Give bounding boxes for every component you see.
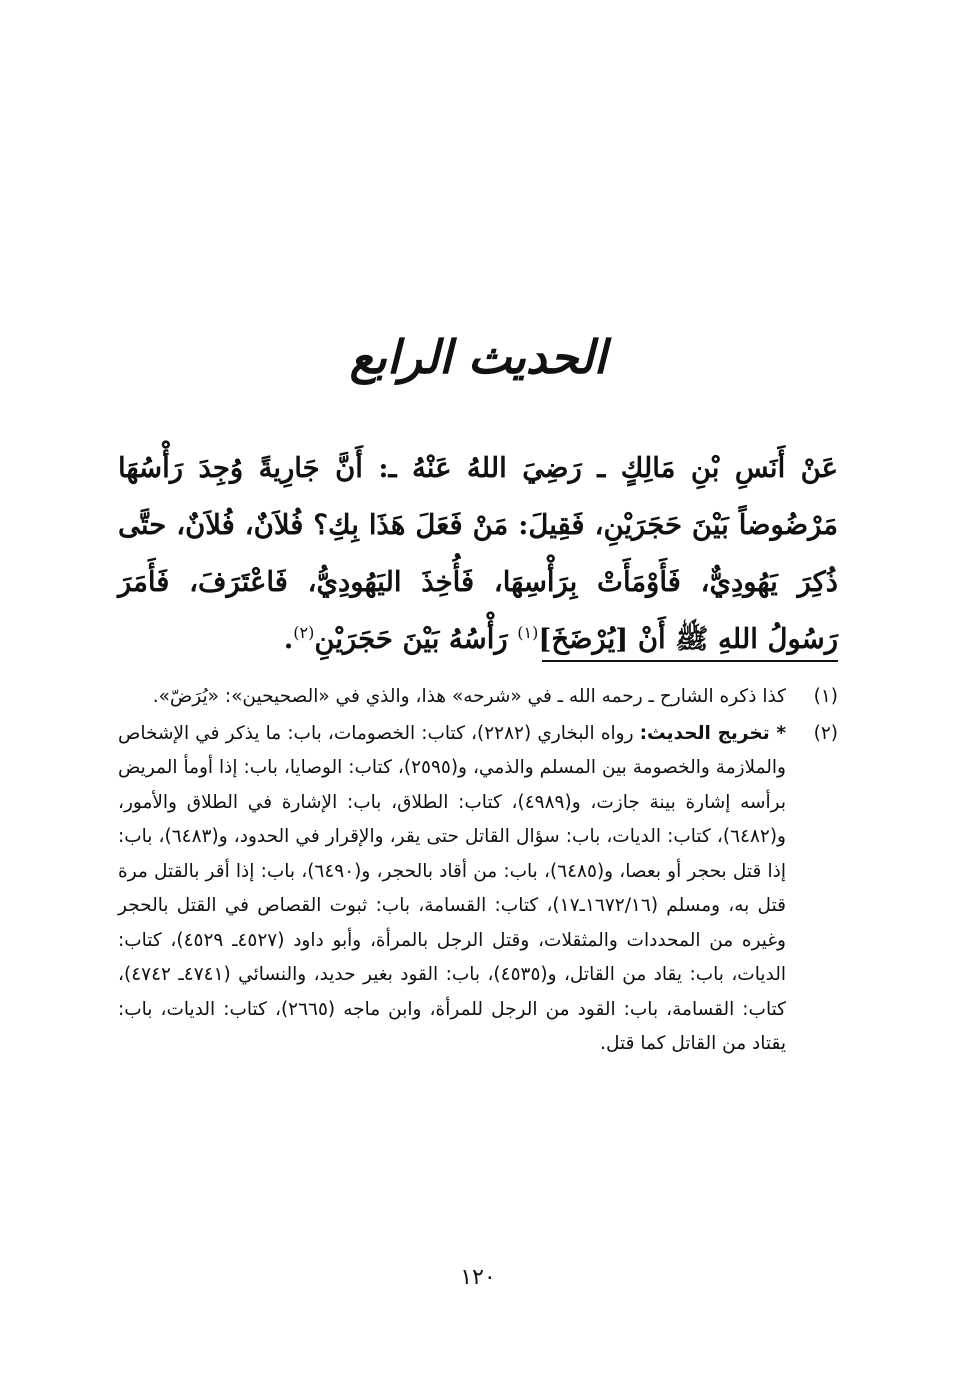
page-title: الحديث الرابع bbox=[349, 330, 607, 384]
footnote-2 bbox=[118, 717, 838, 1062]
hadith-text bbox=[118, 440, 838, 668]
page-number: ١٢٠ bbox=[460, 1265, 496, 1290]
footnote-number-1: (١) bbox=[813, 686, 838, 707]
footnote-text-1: كذا ذكره الشارح ـ رحمه الله ـ في «شرحه» هذا، والذي في «الصحيحين»: «يُرَضّ». bbox=[152, 686, 786, 707]
footnote-label-2: * تخريج الحديث: bbox=[639, 722, 787, 744]
footnote-number-2: (٢) bbox=[813, 722, 838, 744]
footnote-1 bbox=[118, 680, 838, 715]
footnote-separator bbox=[542, 660, 838, 662]
footnotes bbox=[118, 680, 838, 1064]
hadith-text-part-1: عَنْ أَنَسِ بْنِ مَالِكٍ ـ رَضِيَ اللهُ عَنْهُ ـ: أَنَّ جَارِيةً وُجِدَ رَأْسُهَا مَرْضُوضاً بَيْنَ حَجَرَيْنِ، فَقِيلَ: مَنْ فَعَلَ هَذَا بِكِ؟ فُلاَنٌ، فُلاَنٌ، حتَّى ذُكِرَ يَهُودِيٌّ، فَأَوْمَأَتْ بِرَأْسِهَا، فَأُخِذَ اليَهُودِيُّ، فَاعْتَرَفَ، فَأَمَرَ رَسُولُ اللهِ ﷺ أَنْ [يُرْضَخَ] bbox=[118, 452, 838, 655]
footnote-text-2: رواه البخاري (٢٢٨٢)، كتاب: الخصومات، باب: ما يذكر في الإشخاص والملازمة والخصومة بين المسلم والذمي، و(٢٥٩٥)، كتاب: الوصايا، باب: إذا أومأ المريض برأسه إشارة بينة جازت، و(٤٩٨٩)، كتاب: الطلاق، باب: الإشارة في الطلاق والأمور، و(٦٤٨٢)، كتاب: الديات، باب: سؤال القاتل حتى يقر، والإقرار في الحدود، و(٦٤٨٣)، باب: إذا قتل بحجر أو بعصا، و(٦٤٨٥)، باب: من أقاد بالحجر، و(٦٤٩٠)، باب: إذا أقر بالقتل مرة قتل به، ومسلم (١٦٧٢/١٦ـ١٧)، كتاب: القسامة، باب: ثبوت القصاص في القتل بالحجر وغيره من المحددات والمثقلات، وقتل الرجل بالمرأة، وأبو داود (٤٥٢٧ـ ٤٥٢٩)، كتاب: الديات، باب: يقاد من القاتل، و(٤٥٣٥)، باب: القود بغير حديد، والنسائي (٤٧٤١ـ ٤٧٤٢)، كتاب: القسامة، باب: القود من الرجل للمرأة، وابن ماجه (٢٦٦٥)، كتاب: الديات، باب: يقتاد من القاتل كما قتل. bbox=[118, 722, 786, 1054]
footnote-ref-1[interactable]: (١) bbox=[517, 622, 539, 642]
hadith-text-part-2: رَأْسُهُ بَيْنَ حَجَرَيْنِ bbox=[314, 623, 518, 655]
hadith-text-end: . bbox=[283, 623, 294, 655]
footnote-ref-2[interactable]: (٢) bbox=[293, 622, 315, 642]
